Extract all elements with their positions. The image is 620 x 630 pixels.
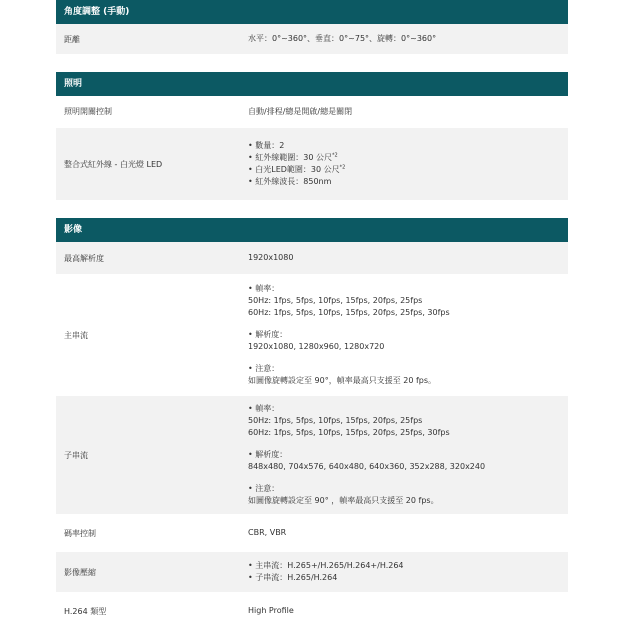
value-line [248,152,568,164]
row-value [248,396,568,514]
value-group [248,363,568,387]
value-line: • 注意： [248,364,280,373]
value-text: 自動/排程/總是開啟/總是關閉 [248,106,353,116]
value-line: 60Hz: 1fps, 5fps, 10fps, 15fps, 20fps, 25fps, 30fps [248,308,450,317]
value-line: 如圖像旋轉設定至 90° ，幀率最高只支援至 20 fps。 [248,496,439,505]
row-key: 主串流 [64,330,88,340]
row-key: 距離 [64,34,80,44]
section-lighting [56,72,568,201]
section-header: 照明 [56,72,568,96]
section-video [56,218,568,630]
value-line: • 幀率： [248,284,280,293]
value-line: • 主串流：H.265+/H.265/H.264+/H.264 [248,561,404,570]
row-key: 照明開關控制 [64,107,112,116]
value-line: • 解析度： [248,330,288,339]
row-value [248,275,568,395]
value-group [248,483,568,507]
value-line [248,164,568,176]
value-group [248,283,568,319]
row-key: 子串流 [64,450,88,460]
section-angle [56,0,568,55]
table-row [56,242,568,275]
section-header: 影像 [56,218,568,242]
value-line: • 注意： [248,484,280,493]
table-row [56,593,568,630]
value-line: 50Hz: 1fps, 5fps, 10fps, 15fps, 20fps, 25fps [248,296,423,305]
value-text: CBR, VBR [248,528,287,537]
table-row [56,24,568,55]
value-line: 848x480, 704x576, 640x480, 640x360, 352x288, 320x240 [248,462,486,471]
row-value [248,515,568,551]
value-text: 水平：0°~360°、垂直：0°~75°、旋轉：0°~360° [248,34,437,43]
value-group [248,403,568,439]
value-line: • 紅外線波長：850nm [248,177,332,186]
row-key: 最高解析度 [64,253,104,263]
value-line: 1920x1080, 1280x960, 1280x720 [248,342,385,351]
footnote-mark: *2 [339,164,346,171]
value-text: 1920x1080 [248,253,294,262]
table-row [56,552,568,593]
value-line: • 數量：2 [248,141,285,150]
table-row [56,96,568,128]
row-key: 影像壓縮 [64,567,96,577]
value-text: • 白光LED範圍：30 公尺 [248,165,340,174]
table-row [56,275,568,396]
value-line: 60Hz: 1fps, 5fps, 10fps, 15fps, 20fps, 25fps, 30fps [248,428,450,437]
table-row [56,128,568,201]
row-value [248,552,568,592]
value-group [248,329,568,353]
row-key: 碼率控制 [64,528,96,538]
table-row [56,515,568,552]
row-value [248,96,568,127]
row-key: H.264 類型 [64,606,107,616]
row-key: 整合式紅外線 - 白光燈 LED [64,159,163,169]
value-line: 50Hz: 1fps, 5fps, 10fps, 15fps, 20fps, 25fps [248,416,423,425]
footnote-mark: *2 [331,152,338,159]
value-text: High Profile [248,606,294,615]
value-group [248,449,568,473]
value-line: 如圖像旋轉設定至 90°，幀率最高只支援至 20 fps。 [248,376,437,385]
value-line: • 子串流：H.265/H.264 [248,573,338,582]
value-text: • 紅外線範圍：30 公尺 [248,153,332,162]
row-value [248,128,568,200]
section-header: 角度調整 (手動) [56,0,568,24]
row-value [248,242,568,274]
table-row [56,396,568,515]
row-value [248,24,568,54]
value-line: • 幀率： [248,404,280,413]
row-value [248,593,568,629]
value-line: • 解析度： [248,450,288,459]
